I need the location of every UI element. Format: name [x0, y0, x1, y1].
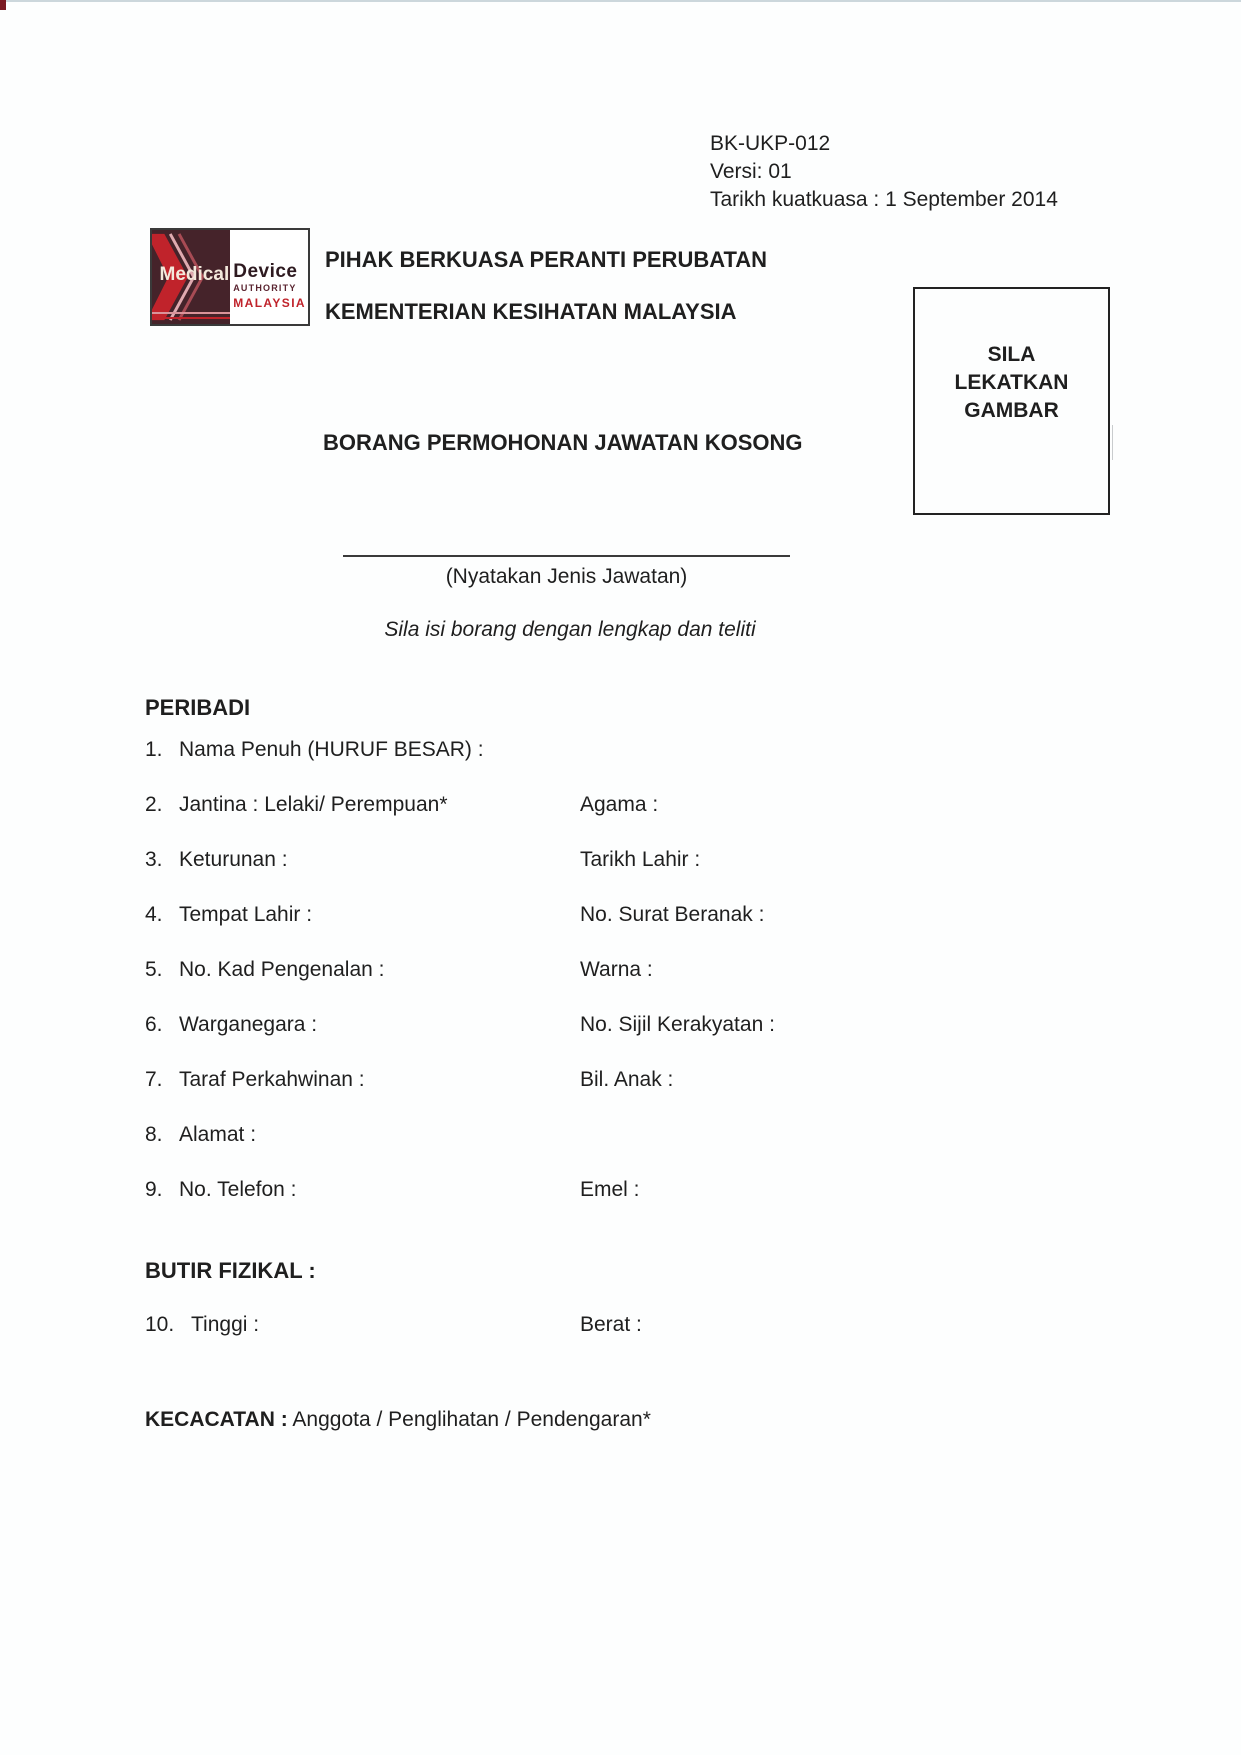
field-row-warganegara-sijil — [145, 1013, 1145, 1068]
field-label-right: Emel : — [580, 1178, 640, 1201]
field-label-left: Keturunan : — [179, 848, 288, 871]
field-label-left: Nama Penuh (HURUF BESAR) : — [179, 738, 484, 761]
field-number: 10. — [145, 1313, 175, 1336]
field-row-kad-pengenalan-warna — [145, 958, 1145, 1013]
field-row-tinggi-berat — [145, 1313, 1145, 1368]
field-number: 6. — [145, 1013, 163, 1036]
photo-box-line1: SILA — [987, 343, 1036, 366]
field-label-left: No. Telefon : — [179, 1178, 297, 1201]
field-row-tempat-lahir-surat-beranak — [145, 903, 1145, 958]
field-row-taraf-perkahwinan-bil-anak — [145, 1068, 1145, 1123]
position-caption: (Nyatakan Jenis Jawatan) — [445, 565, 688, 588]
logo-stripe — [152, 312, 230, 314]
field-label-right: No. Sijil Kerakyatan : — [580, 1013, 775, 1036]
logo-word-device: Device — [233, 261, 298, 282]
field-number: 3. — [145, 848, 163, 871]
scan-artifact-line — [1112, 425, 1113, 460]
field-label-left: Alamat : — [179, 1123, 257, 1146]
logo-word-medical: Medical — [159, 264, 230, 285]
form-title: BORANG PERMOHONAN JAWATAN KOSONG — [323, 430, 803, 455]
logo-stripe — [152, 317, 230, 319]
field-label-right: Tarikh Lahir : — [580, 848, 701, 871]
field-row-jantina-agama — [145, 793, 1145, 848]
field-row-nama-penuh — [145, 738, 1145, 793]
org-title-line2: KEMENTERIAN KESIHATAN MALAYSIA — [325, 299, 737, 324]
position-fill-line — [343, 555, 790, 557]
kecacatan-line — [145, 1408, 651, 1432]
field-label-left: Tinggi : — [191, 1313, 260, 1336]
field-label-left: Jantina : Lelaki/ Perempuan* — [179, 793, 448, 816]
photo-box-line3: GAMBAR — [964, 399, 1059, 422]
field-row-alamat — [145, 1123, 1145, 1178]
field-number: 2. — [145, 793, 163, 816]
document-code: BK-UKP-012 — [710, 132, 831, 155]
kecacatan-label: KECACATAN : — [145, 1408, 288, 1431]
field-label-right: Bil. Anak : — [580, 1068, 674, 1091]
photo-box-line2: LEKATKAN — [954, 371, 1069, 394]
logo-word-authority: AUTHORITY — [233, 283, 297, 293]
photo-placeholder-box — [913, 287, 1110, 515]
field-number: 1. — [145, 738, 163, 761]
field-row-telefon-emel — [145, 1178, 1145, 1233]
document-reference-block — [710, 130, 1058, 214]
field-number: 7. — [145, 1068, 163, 1091]
section-title-butir-fizikal: BUTIR FIZIKAL : — [145, 1258, 316, 1283]
field-label-right: Berat : — [580, 1313, 642, 1336]
kecacatan-options: Anggota / Penglihatan / Pendengaran* — [292, 1408, 651, 1431]
field-number: 4. — [145, 903, 163, 926]
field-number: 9. — [145, 1178, 163, 1201]
organization-title — [325, 247, 767, 325]
medical-device-authority-logo — [150, 228, 310, 326]
field-number: 8. — [145, 1123, 163, 1146]
section-title-peribadi: PERIBADI — [145, 695, 251, 720]
field-number: 5. — [145, 958, 163, 981]
field-label-left: Taraf Perkahwinan : — [179, 1068, 365, 1091]
field-label-left: Tempat Lahir : — [179, 903, 313, 926]
field-label-right: Warna : — [580, 958, 653, 981]
fill-instruction-note: Sila isi borang dengan lengkap dan teliti — [384, 618, 756, 641]
field-label-right: Agama : — [580, 793, 659, 816]
personal-fields-list — [145, 738, 1145, 1233]
logo-white-panel — [230, 230, 308, 324]
scan-artifact-corner — [0, 0, 6, 10]
scan-artifact-top-edge — [0, 0, 1241, 2]
logo-maroon-panel — [152, 230, 230, 324]
org-title-line1: PIHAK BERKUASA PERANTI PERUBATAN — [325, 247, 768, 272]
field-label-left: Warganegara : — [179, 1013, 318, 1036]
logo-word-malaysia: MALAYSIA — [233, 296, 306, 310]
field-label-right: No. Surat Beranak : — [580, 903, 765, 926]
document-version: Versi: 01 — [710, 160, 792, 183]
physical-fields-list — [145, 1313, 1145, 1368]
field-row-keturunan-tarikh-lahir — [145, 848, 1145, 903]
document-effective-date: Tarikh kuatkuasa : 1 September 2014 — [710, 188, 1058, 211]
field-label-left: No. Kad Pengenalan : — [179, 958, 385, 981]
